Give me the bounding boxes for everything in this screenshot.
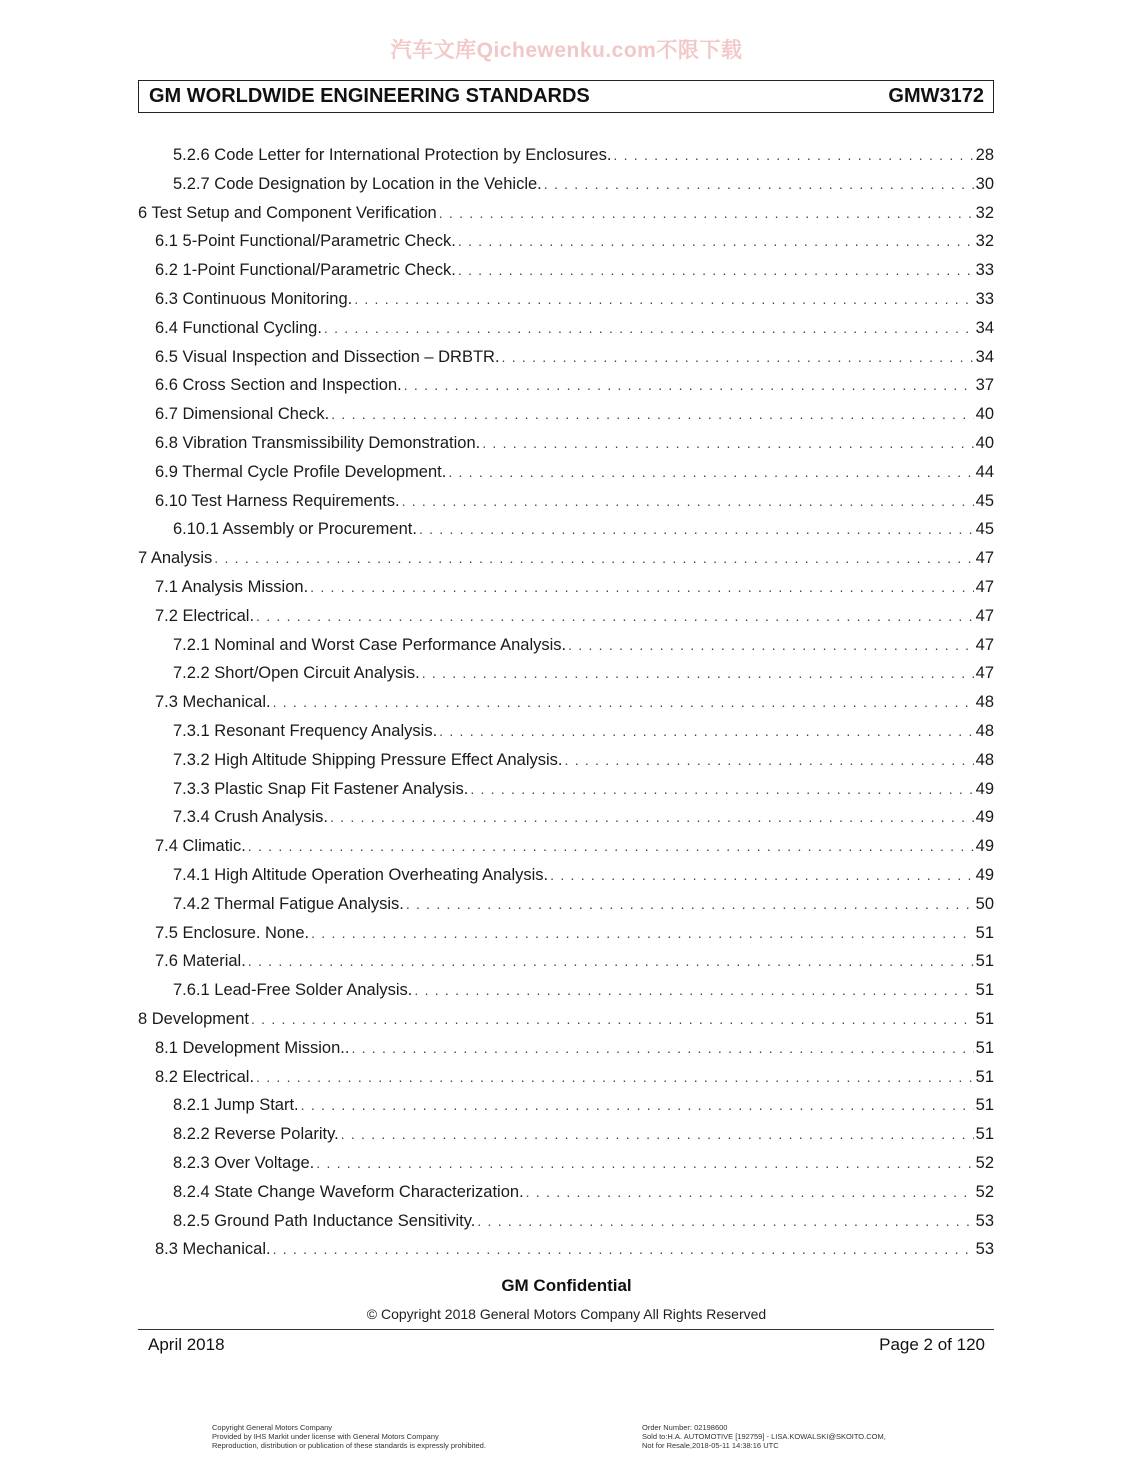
toc-entry[interactable] [173,175,994,201]
toc-page-number: 47 [975,664,994,682]
toc-entry[interactable] [155,837,994,863]
toc-entry-label: 8.2.3 Over Voltage. [173,1154,315,1172]
order-line: Sold to:H.A. AUTOMOTIVE [192759] - LISA.KOWALSKI@SKOITO.COM, [642,1432,886,1441]
confidential-label: GM Confidential [501,1276,632,1295]
license-line: Copyright General Motors Company [212,1423,333,1432]
license-line: Provided by IHS Markit under license with General Motors Company [212,1432,439,1441]
toc-entry[interactable] [155,319,994,345]
watermark: 汽车文库Qichewenku.com不限下载 [390,39,743,62]
toc-entry[interactable] [173,636,994,662]
toc-entry-label: 6.2 1-Point Functional/Parametric Check. [155,261,456,279]
toc-dot-leader [273,694,974,710]
toc-entry-label: 6.7 Dimensional Check. [155,405,330,423]
toc-entry[interactable] [155,463,994,489]
toc-entry-label: 6.10.1 Assembly or Procurement. [173,520,417,538]
toc-page-number: 53 [975,1240,994,1258]
toc-entry-label: 6.6 Cross Section and Inspection. [155,376,402,394]
toc-entry-label: 7.4 Climatic. [155,837,246,855]
toc-dot-leader [341,1126,974,1142]
toc-dot-leader [448,464,973,480]
toc-entry-label: 7.3.3 Plastic Snap Fit Fastener Analysis. [173,780,469,798]
toc-entry-label: 8.2.1 Jump Start. [173,1096,299,1114]
toc-dot-leader [439,723,973,739]
toc-dot-leader [439,205,974,221]
toc-entry[interactable] [173,1096,994,1122]
toc-entry[interactable] [173,722,994,748]
toc-entry-label: 7.1 Analysis Mission. [155,578,309,596]
toc-entry[interactable] [155,348,994,374]
toc-entry[interactable] [155,376,994,402]
toc-entry-label: 8.2.4 State Change Waveform Characterization. [173,1183,524,1201]
toc-entry[interactable] [173,981,994,1007]
toc-entry[interactable] [155,578,994,604]
toc-entry-label: 8.2 Electrical. [155,1068,255,1086]
toc-entry-label: 6.10 Test Harness Requirements. [155,492,400,510]
toc-page-number: 32 [975,204,994,222]
toc-page-number: 49 [975,780,994,798]
toc-dot-leader [402,493,974,509]
toc-dot-leader [406,896,974,912]
toc-dot-leader [251,1011,974,1027]
toc-dot-leader [310,579,973,595]
toc-entry-label: 7.3.2 High Altitude Shipping Pressure Effect Analysis. [173,751,563,769]
toc-dot-leader [311,925,974,941]
toc-dot-leader [414,982,973,998]
toc-entry-label: 6.8 Vibration Transmissibility Demonstration. [155,434,481,452]
toc-page-number: 33 [975,261,994,279]
toc-entry[interactable] [173,808,994,834]
toc-dot-leader [419,521,974,537]
order-line: Order Number: 02198600 [642,1423,728,1432]
toc-page-number: 45 [975,520,994,538]
toc-page-number: 49 [975,866,994,884]
toc-page-number: 50 [975,895,994,913]
toc-entry[interactable] [173,866,994,892]
toc-entry[interactable] [173,520,994,546]
toc-entry-label: 7.2.1 Nominal and Worst Case Performance Analysis. [173,636,567,654]
toc-entry[interactable] [173,664,994,690]
toc-entry-label: 5.2.6 Code Letter for International Protection by Enclosures. [173,146,612,164]
toc-entry-label: 8.3 Mechanical. [155,1240,271,1258]
toc-dot-leader [248,838,974,854]
toc-dot-leader [458,233,974,249]
toc-entry[interactable] [155,952,994,978]
toc-dot-leader [526,1184,974,1200]
toc-entry-label: 7.6.1 Lead-Free Solder Analysis. [173,981,413,999]
toc-entry-label: 7.6 Material. [155,952,246,970]
toc-page-number: 51 [975,981,994,999]
toc-entry-label: 7.4.2 Thermal Fatigue Analysis. [173,895,404,913]
toc-entry-label: 7.4.1 High Altitude Operation Overheating Analysis. [173,866,549,884]
toc-entry[interactable] [173,1154,994,1180]
toc-entry-label: 7.5 Enclosure. None. [155,924,310,942]
toc-page-number: 45 [975,492,994,510]
toc-entry-label: 6.9 Thermal Cycle Profile Development. [155,463,447,481]
toc-entry[interactable] [173,780,994,806]
toc-entry-label: 7.3.1 Resonant Frequency Analysis. [173,722,438,740]
toc-entry[interactable] [173,1183,994,1209]
toc-page-number: 52 [975,1183,994,1201]
toc-dot-leader [330,809,974,825]
document-header [138,80,994,113]
toc-page-number: 48 [975,722,994,740]
toc-page-number: 34 [975,319,994,337]
footer-divider [138,1329,994,1330]
toc-dot-leader [354,291,973,307]
toc-entry-label: 5.2.7 Code Designation by Location in the Vehicle. [173,175,542,193]
toc-dot-leader [544,176,974,192]
toc-entry[interactable] [155,405,994,431]
toc-page-number: 47 [975,549,994,567]
toc-page-number: 49 [975,837,994,855]
toc-entry-label: 6 Test Setup and Component Verification [138,204,437,222]
toc-dot-leader [331,406,973,422]
toc-dot-leader [351,1040,973,1056]
toc-dot-leader [470,781,973,797]
toc-page-number: 49 [975,808,994,826]
toc-entry-label: 6.5 Visual Inspection and Dissection – DRBTR. [155,348,500,366]
toc-dot-leader [248,953,974,969]
toc-entry-label: 6.1 5-Point Functional/Parametric Check. [155,232,456,250]
toc-entry[interactable] [155,492,994,518]
license-notice [212,1423,486,1450]
toc-dot-leader [256,608,974,624]
toc-page-number: 48 [975,693,994,711]
toc-dot-leader [568,637,974,653]
toc-page-number: 51 [975,1125,994,1143]
toc-dot-leader [316,1155,973,1171]
toc-page-number: 51 [975,924,994,942]
copyright-notice: © Copyright 2018 General Motors Company All Rights Reserved [366,1306,767,1322]
toc-page-number: 52 [975,1154,994,1172]
document-code: GMW3172 [888,85,984,107]
toc-entry[interactable] [173,751,994,777]
toc-entry[interactable] [138,549,994,575]
toc-entry-label: 6.3 Continuous Monitoring. [155,290,353,308]
toc-dot-leader [422,665,974,681]
toc-entry-label: 7.2.2 Short/Open Circuit Analysis. [173,664,420,682]
order-info [642,1423,886,1450]
toc-entry[interactable] [155,924,994,950]
footer-page-number: Page 2 of 120 [879,1335,985,1354]
footer-date: April 2018 [148,1335,225,1354]
toc-page-number: 37 [975,376,994,394]
toc-dot-leader [565,752,974,768]
toc-dot-leader [404,377,974,393]
toc-page-number: 51 [975,1039,994,1057]
toc-entry[interactable] [173,146,994,172]
toc-entry-label: 7 Analysis [138,549,213,567]
toc-entry[interactable] [138,204,994,230]
toc-entry-label: 7.3 Mechanical. [155,693,271,711]
toc-page-number: 40 [975,405,994,423]
order-line: Not for Resale,2018-05-11 14:38:16 UTC [642,1441,779,1450]
toc-entry[interactable] [173,1125,994,1151]
license-line: Reproduction, distribution or publication of these standards is expressly prohibited. [212,1441,486,1450]
toc-entry[interactable] [173,895,994,921]
toc-entry[interactable] [155,693,994,719]
header-title: GM WORLDWIDE ENGINEERING STANDARDS [149,85,590,107]
toc-entry-label: 8 Development [138,1010,249,1028]
toc-page-number: 48 [975,751,994,769]
toc-dot-leader [550,867,973,883]
toc-page-number: 47 [975,607,994,625]
toc-entry[interactable] [155,290,994,316]
toc-entry[interactable] [138,1010,994,1036]
toc-page-number: 47 [975,578,994,596]
toc-dot-leader [324,320,974,336]
toc-entry[interactable] [155,607,994,633]
toc-entry-label: 8.2.5 Ground Path Inductance Sensitivity. [173,1212,476,1230]
toc-dot-leader [482,435,973,451]
toc-dot-leader [256,1069,974,1085]
toc-page-number: 44 [975,463,994,481]
toc-dot-leader [477,1213,973,1229]
toc-dot-leader [301,1097,974,1113]
toc-page-number: 40 [975,434,994,452]
toc-dot-leader [273,1241,974,1257]
toc-entry-label: 8.1 Development Mission.. [155,1039,350,1057]
toc-entry-label: 7.3.4 Crush Analysis. [173,808,328,826]
toc-page-number: 51 [975,1068,994,1086]
toc-entry[interactable] [173,1212,994,1238]
toc-entry-label: 8.2.2 Reverse Polarity. [173,1125,339,1143]
toc-dot-leader [613,147,973,163]
toc-dot-leader [458,262,974,278]
toc-page-number: 33 [975,290,994,308]
toc-page-number: 51 [975,952,994,970]
toc-page-number: 47 [975,636,994,654]
toc-entry[interactable] [155,232,994,258]
toc-dot-leader [214,550,973,566]
toc-entry[interactable] [155,1068,994,1094]
toc-page-number: 30 [975,175,994,193]
toc-page-number: 51 [975,1010,994,1028]
toc-page-number: 28 [975,146,994,164]
toc-page-number: 53 [975,1212,994,1230]
toc-page-number: 51 [975,1096,994,1114]
toc-page-number: 32 [975,232,994,250]
toc-entry-label: 6.4 Functional Cycling. [155,319,322,337]
toc-entry[interactable] [155,261,994,287]
toc-dot-leader [502,349,974,365]
toc-entry[interactable] [155,434,994,460]
toc-entry-label: 7.2 Electrical. [155,607,255,625]
toc-page-number: 34 [975,348,994,366]
toc-entry[interactable] [155,1240,994,1266]
toc-entry[interactable] [155,1039,994,1065]
